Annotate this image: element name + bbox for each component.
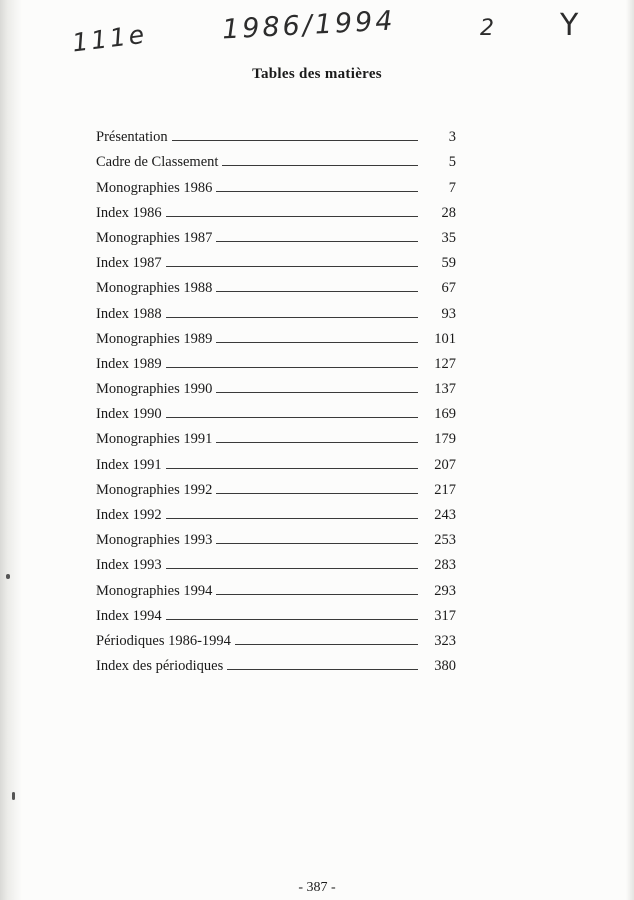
handwritten-reference: 111e [70,19,149,58]
page-title: Tables des matières [252,66,382,82]
toc-entry-page: 59 [441,255,456,272]
toc-entry [96,297,456,322]
toc-entry [96,272,456,297]
toc-entry [96,373,456,398]
toc-entry-page: 283 [434,557,456,574]
toc-leader-line [166,417,418,418]
toc-entry-page: 207 [434,456,456,473]
scan-shadow-right [626,0,634,900]
toc-entry-page: 243 [434,507,456,523]
toc-leader-line [235,644,418,645]
toc-entry [96,600,456,625]
toc-entry-label: Index des périodiques [96,658,224,675]
toc-leader-line [166,367,418,368]
toc-entry [96,423,456,448]
toc-entry-page: 137 [434,381,456,398]
toc-entry [96,398,456,423]
toc-entry-label: Monographies 1992 [96,481,213,498]
toc-entry-page: 93 [441,305,456,322]
toc-entry-label: Présentation [96,129,168,146]
toc-leader-line [216,594,418,595]
toc-entry-page: 380 [434,658,456,675]
toc-leader-line [166,216,418,217]
toc-entry [96,348,456,373]
toc-entry-label: Index 1988 [96,305,162,322]
toc-entry-page: 5 [448,154,456,171]
toc-leader-line [216,543,418,544]
toc-entry [96,474,456,499]
toc-entry-label: Index 1993 [96,557,162,574]
toc-entry-label: Monographies 1989 [96,330,213,347]
toc-leader-line [216,493,418,494]
toc-entry-label: Monographies 1987 [96,229,213,246]
toc-entry-page: 67 [441,280,456,297]
toc-leader-line [216,191,418,192]
toc-entry-label: Monographies 1994 [96,582,213,599]
toc-entry-label: Index 1986 [96,204,162,221]
toc-entry-label: Périodiques 1986-1994 [96,632,231,649]
toc-entry [96,121,456,146]
toc-entry-page: 253 [434,532,456,549]
toc-entry [96,247,456,272]
toc-entry [96,323,456,348]
toc-entry-label: Index 1994 [96,607,162,624]
toc-leader-line [216,442,418,443]
toc-entry-label: Index 1987 [96,255,162,272]
toc-leader-line [216,291,418,292]
toc-leader-line [166,468,418,469]
toc-leader-line [166,518,418,519]
table-of-contents [96,121,456,675]
toc-entry [96,650,456,675]
scan-speck [6,574,10,579]
toc-entry-label: Monographies 1990 [96,381,213,398]
toc-entry [96,197,456,222]
toc-entry-page: 179 [434,431,456,448]
toc-entry-label: Index 1990 [96,406,162,423]
toc-leader-line [166,568,418,569]
toc-entry-page: 35 [441,229,456,246]
toc-entry [96,549,456,574]
toc-entry-page: 317 [434,607,456,624]
toc-leader-line [222,165,418,166]
toc-entry-label: Cadre de Classement [96,154,219,171]
toc-entry [96,574,456,599]
toc-entry-label: Index 1991 [96,456,162,473]
toc-entry-label: Monographies 1988 [96,280,213,297]
toc-entry-page: 293 [434,582,456,599]
toc-entry-label: Monographies 1986 [96,179,213,196]
toc-leader-line [216,392,418,393]
toc-entry-page: 7 [448,179,456,196]
toc-entry [96,499,456,524]
toc-leader-line [166,317,418,318]
toc-entry-page: 28 [441,204,456,221]
toc-entry-page: 217 [434,481,456,498]
toc-entry-page: 101 [434,330,456,347]
toc-entry [96,524,456,549]
toc-leader-line [227,669,418,670]
toc-entry [96,448,456,473]
toc-entry [96,625,456,650]
toc-entry-page: 323 [434,632,456,649]
handwritten-mark: Y [560,8,582,43]
toc-entry-label: Monographies 1991 [96,431,213,448]
toc-entry [96,222,456,247]
page-number: - 387 - [298,880,336,895]
toc-leader-line [166,619,418,620]
toc-entry [96,171,456,196]
scan-speck [12,792,15,800]
toc-leader-line [216,241,418,242]
handwritten-years: 1986/1994 [221,5,397,46]
toc-entry-label: Monographies 1993 [96,532,213,549]
toc-leader-line [172,140,418,141]
toc-entry-label: Index 1989 [96,355,162,372]
handwritten-volume: 2 [480,16,497,41]
toc-entry-label: Index 1992 [96,507,162,523]
toc-entry-page: 3 [448,129,456,146]
scan-shadow-left [0,0,22,900]
toc-leader-line [166,266,418,267]
toc-entry [96,146,456,171]
toc-entry-page: 169 [434,406,456,423]
toc-entry-page: 127 [434,355,456,372]
toc-leader-line [216,342,418,343]
